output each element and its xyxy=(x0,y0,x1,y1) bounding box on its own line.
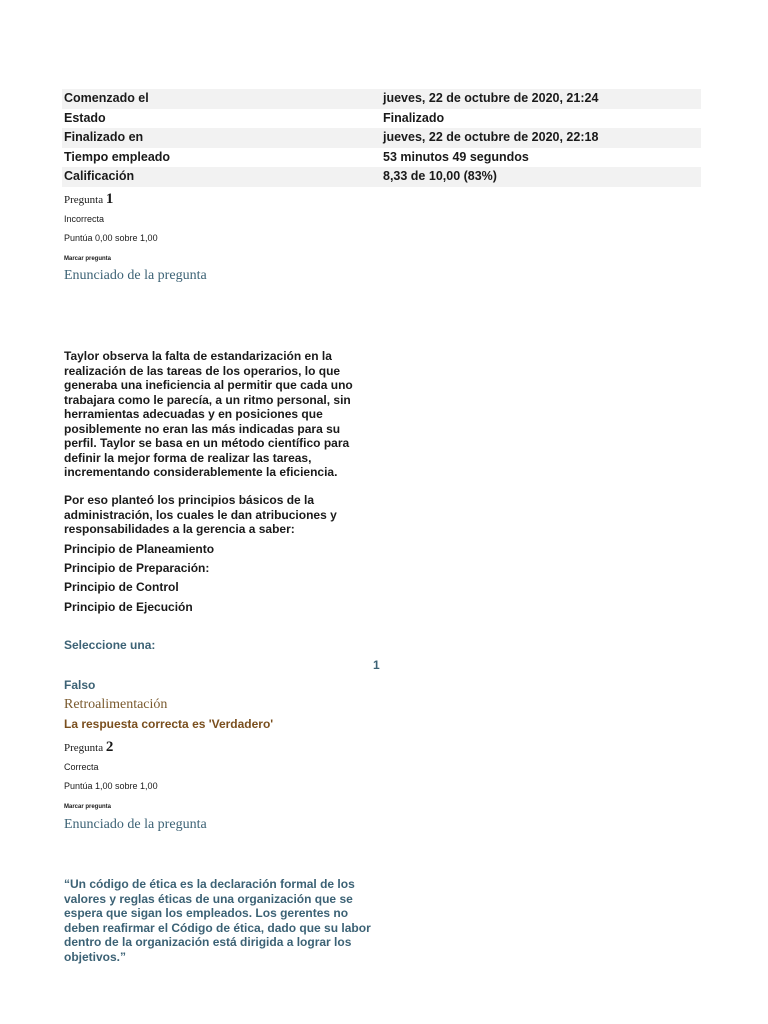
feedback-correct-answer: La respuesta correcta es 'Verdadero' xyxy=(64,717,274,731)
summary-row-grade xyxy=(62,167,701,187)
summary-key: Estado xyxy=(62,109,381,129)
question-2-number xyxy=(64,739,113,756)
question-number: 1 xyxy=(105,191,114,207)
summary-key: Comenzado el xyxy=(62,89,381,109)
summary-key: Finalizado en xyxy=(62,128,381,148)
answer-option-falso[interactable]: Falso xyxy=(64,678,96,692)
question-label: Pregunta xyxy=(64,194,104,206)
feedback-heading: Retroalimentación xyxy=(64,697,168,712)
summary-value: Finalizado xyxy=(381,109,701,129)
summary-value: 8,33 de 10,00 (83%) xyxy=(381,167,701,187)
select-one-prompt: Seleccione una: xyxy=(64,638,156,652)
question-number: 2 xyxy=(105,739,114,755)
principle-item: Principio de Ejecución xyxy=(64,600,193,614)
question-label: Pregunta xyxy=(64,742,104,754)
question-2-status: Correcta xyxy=(64,762,99,772)
question-1-paragraph-1: Taylor observa la falta de estandarización en la realización de las tareas de los operarios, lo que generaba una ineficiencia al permitir que cada uno trabajara como le parecía, a un ritmo personal, sin herramientas adecuadas y en posiciones que posiblemente no eran las más indicadas para su perfil. Taylor se basa en un método científico para definir la mejor forma de realizar las tareas, incrementando considerablemente la eficiencia. xyxy=(64,349,353,479)
question-2-heading: Enunciado de la pregunta xyxy=(64,817,207,832)
summary-key: Calificación xyxy=(62,167,381,187)
summary-value: jueves, 22 de octubre de 2020, 22:18 xyxy=(381,128,701,148)
summary-value: 53 minutos 49 segundos xyxy=(381,148,701,168)
question-1-status: Incorrecta xyxy=(64,214,105,224)
question-2-flag-link[interactable]: Marcar pregunta xyxy=(64,804,112,810)
summary-key: Tiempo empleado xyxy=(62,148,381,168)
answer-marker: 1 xyxy=(373,658,380,672)
summary-row-finished xyxy=(62,128,701,148)
question-1-score: Puntúa 0,00 sobre 1,00 xyxy=(64,233,158,243)
question-1-number xyxy=(64,191,113,208)
principle-item: Principio de Preparación: xyxy=(64,561,210,575)
question-1-heading: Enunciado de la pregunta xyxy=(64,268,207,283)
principle-item: Principio de Control xyxy=(64,580,179,594)
question-2-quote: “Un código de ética es la declaración formal de los valores y reglas éticas de una organización que se espera que sigan los empleados. Los gerentes no deben reafirmar el Código de ética, dado que su labor dentro de la organización está dirigida a lograr los objetivos.” xyxy=(64,877,371,964)
question-2-score: Puntúa 1,00 sobre 1,00 xyxy=(64,781,158,791)
summary-row-time xyxy=(62,148,701,168)
attempt-summary-table xyxy=(62,89,701,187)
question-1-paragraph-2: Por eso planteó los principios básicos de la administración, los cuales le dan atribuciones y responsabilidades a la gerencia a saber: xyxy=(64,493,337,536)
summary-row-state xyxy=(62,109,701,129)
summary-row-started xyxy=(62,89,701,109)
principle-item: Principio de Planeamiento xyxy=(64,542,215,556)
summary-value: jueves, 22 de octubre de 2020, 21:24 xyxy=(381,89,701,109)
question-1-flag-link[interactable]: Marcar pregunta xyxy=(64,256,112,262)
